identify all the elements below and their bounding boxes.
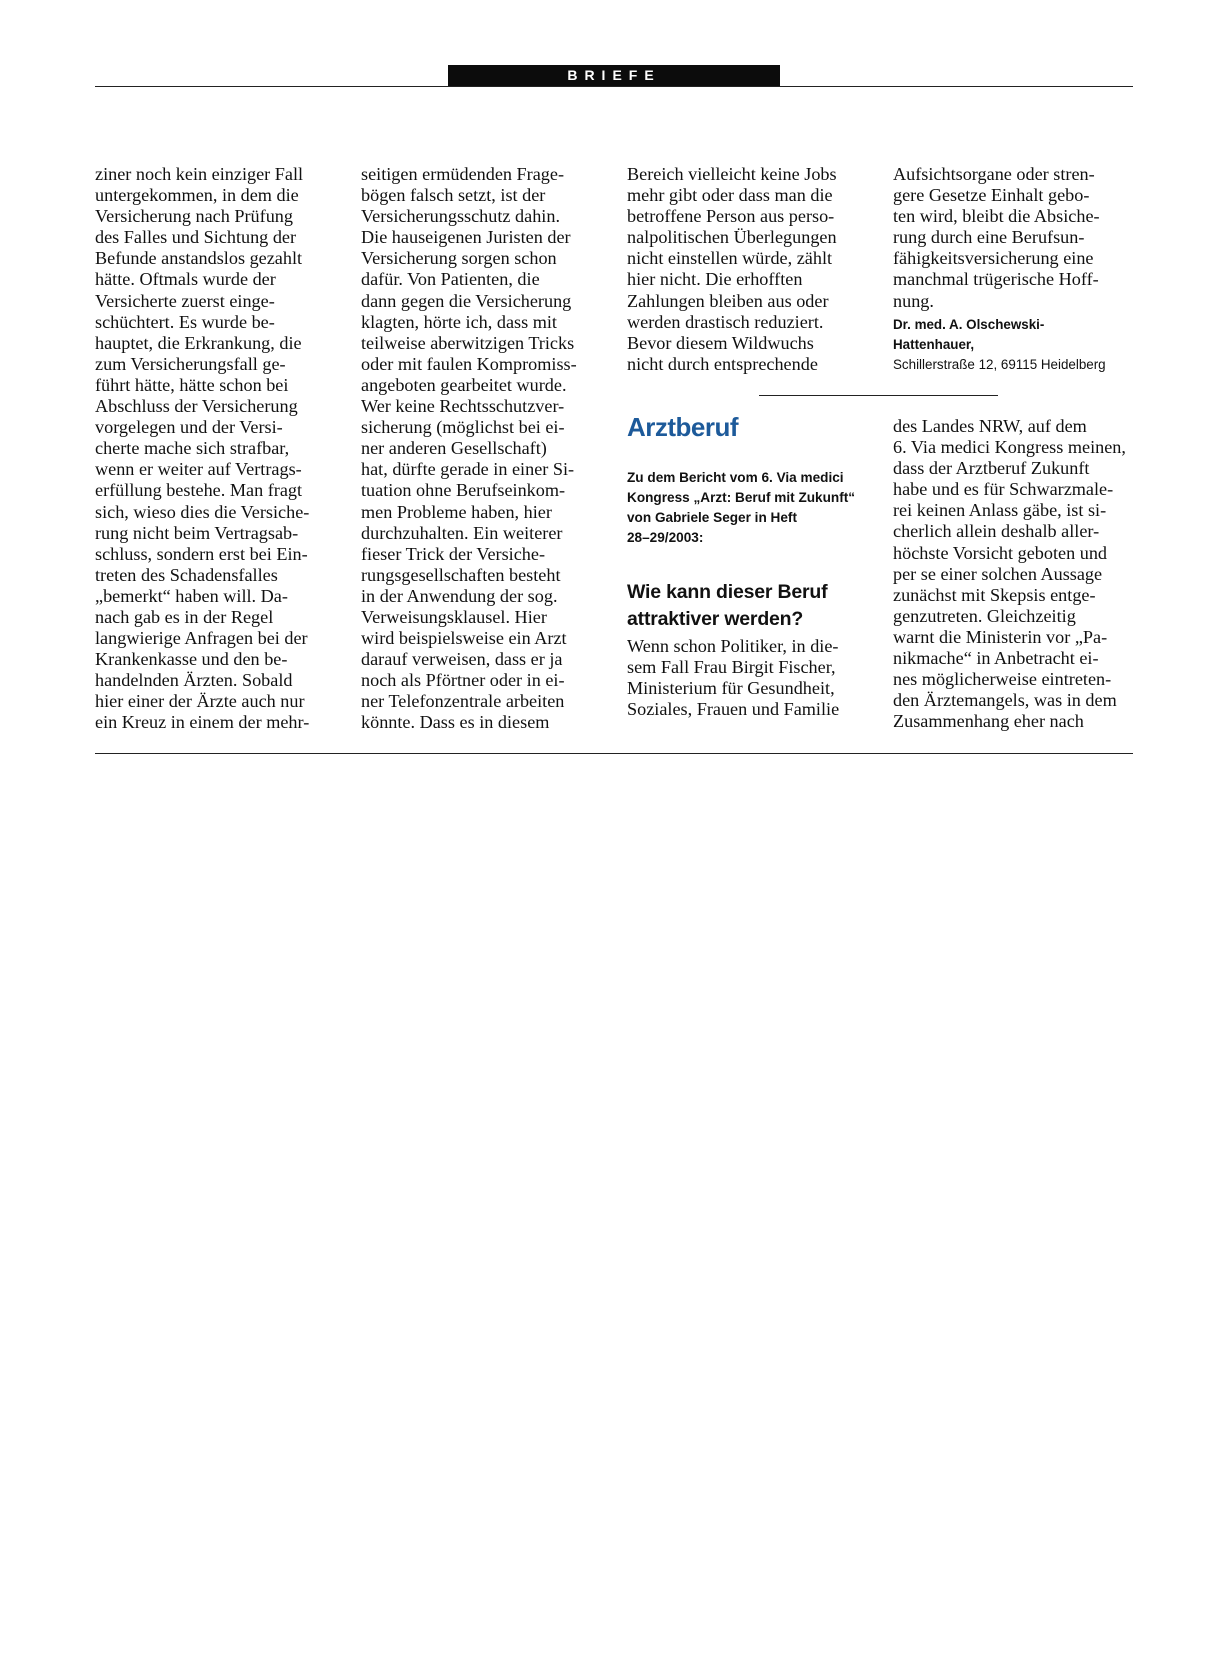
text-line: den Ärztemangels, was in dem: [893, 690, 1117, 711]
text-line: darauf verweisen, dass er ja: [361, 649, 563, 670]
text-line: hätte. Oftmals wurde der: [95, 269, 276, 290]
text-line: Zu dem Bericht vom 6. Via medici: [627, 470, 844, 485]
text-line: hauptet, die Erkrankung, die: [95, 332, 302, 353]
text-line: nalpolitischen Überlegungen: [627, 227, 837, 248]
text-line: nes möglicherweise eintreten-: [893, 669, 1112, 690]
text-line: von Gabriele Seger in Heft: [627, 510, 797, 525]
text-line: teilweise aberwitzigen Tricks: [361, 332, 575, 353]
text-line: habe und es für Schwarzmale-: [893, 479, 1114, 500]
text-line: wenn er weiter auf Vertrags-: [95, 459, 302, 480]
text-line: klagten, hörte ich, dass mit: [361, 311, 557, 332]
text-line: zunächst mit Skepsis entge-: [893, 584, 1096, 605]
text-line: zum Versicherungsfall ge-: [95, 353, 286, 374]
text-line: ner anderen Gesellschaft): [361, 438, 547, 459]
text-line: 28–29/2003:: [627, 530, 704, 545]
text-line: gere Gesetze Einhalt gebo-: [893, 185, 1090, 206]
text-line: nung.: [893, 290, 934, 311]
text-line: Soziales, Frauen und Familie: [627, 699, 840, 720]
text-line: mehr gibt oder dass man die: [627, 185, 833, 206]
text-line: des Falles und Sichtung der: [95, 227, 297, 248]
text-line: manchmal trügerische Hoff-: [893, 269, 1099, 290]
rubric-title: Arztberuf: [627, 412, 739, 442]
text-line: schüchtert. Es wurde be-: [95, 311, 275, 332]
text-line: Bereich vielleicht keine Jobs: [627, 164, 837, 184]
text-column-4-top: [893, 164, 1137, 312]
text-line: attraktiver werden?: [627, 608, 804, 630]
text-line: Versicherungsschutz dahin.: [361, 206, 560, 227]
letter-signature: [893, 315, 1106, 375]
reference-intro: [627, 468, 867, 548]
signature-address: Schillerstraße 12, 69115 Heidelberg: [893, 357, 1106, 372]
text-line: hier einer der Ärzte auch nur: [95, 691, 305, 712]
text-line: nikmache“ in Anbetracht ei-: [893, 648, 1099, 669]
text-line: Kongress „Arzt: Beruf mit Zukunft“: [627, 490, 856, 505]
text-column-1: [95, 164, 339, 734]
text-line: werden drastisch reduziert.: [627, 311, 824, 332]
text-line: Ministerium für Gesundheit,: [627, 678, 835, 699]
text-line: langwierige Anfragen bei der: [95, 628, 308, 649]
text-column-3-top: [627, 164, 871, 375]
text-line: Versicherung nach Prüfung: [95, 206, 293, 227]
text-line: cherlich allein deshalb aller-: [893, 521, 1100, 542]
text-line: höchste Vorsicht geboten und: [893, 542, 1108, 563]
text-line: Krankenkasse und den be-: [95, 649, 288, 670]
text-line: rung nicht beim Vertragsab-: [95, 522, 299, 543]
text-line: dafür. Von Patienten, die: [361, 269, 540, 290]
bottom-rule: [95, 753, 1133, 754]
text-line: Wer keine Rechtsschutzver-: [361, 396, 565, 417]
letter-divider: [759, 395, 998, 396]
text-line: noch als Pförtner oder in ei-: [361, 670, 565, 691]
text-line: Versicherung sorgen schon: [361, 248, 557, 269]
signature-name-line1: Dr. med. A. Olschewski-: [893, 317, 1045, 332]
text-line: Zahlungen bleiben aus oder: [627, 290, 829, 311]
text-line: rung durch eine Berufsun-: [893, 227, 1085, 248]
text-line: oder mit faulen Kompromiss-: [361, 353, 577, 374]
text-line: sem Fall Frau Birgit Fischer,: [627, 657, 836, 678]
text-line: Bevor diesem Wildwuchs: [627, 332, 814, 353]
text-line: Versicherte zuerst einge-: [95, 290, 275, 311]
text-line: ziner noch kein einziger Fall: [95, 164, 304, 184]
text-line: Die hauseigenen Juristen der: [361, 227, 571, 248]
text-line: handelnden Ärzten. Sobald: [95, 670, 293, 691]
text-line: ner Telefonzentrale arbeiten: [361, 691, 565, 712]
text-line: betroffene Person aus perso-: [627, 206, 835, 227]
text-line: ten wird, bleibt die Absiche-: [893, 206, 1100, 227]
text-line: erfüllung bestehe. Man fragt: [95, 480, 303, 501]
section-tag: BRIEFE: [448, 65, 780, 86]
text-line: rei keinen Anlass gäbe, ist si-: [893, 500, 1107, 521]
text-line: Aufsichtsorgane oder stren-: [893, 164, 1095, 184]
text-line: warnt die Ministerin vor „Pa-: [893, 626, 1108, 647]
text-line: fähigkeitsversicherung eine: [893, 248, 1094, 269]
text-line: vorgelegen und der Versi-: [95, 417, 283, 438]
text-line: per se einer solchen Aussage: [893, 563, 1103, 584]
text-line: angeboten gearbeitet wurde.: [361, 374, 567, 395]
text-line: führt hätte, hätte schon bei: [95, 374, 289, 395]
text-line: 6. Via medici Kongress meinen,: [893, 437, 1126, 458]
text-column-2: [361, 164, 605, 734]
text-line: tuation ohne Berufseinkom-: [361, 480, 566, 501]
text-line: Zusammenhang eher nach: [893, 711, 1084, 732]
text-line: seitigen ermüdenden Frage-: [361, 164, 565, 184]
text-line: ein Kreuz in einem der mehr-: [95, 712, 310, 733]
text-line: rungsgesellschaften besteht: [361, 564, 561, 585]
text-line: Wenn schon Politiker, in die-: [627, 636, 839, 656]
text-line: dann gegen die Versicherung: [361, 290, 572, 311]
text-line: „bemerkt“ haben will. Da-: [95, 585, 288, 606]
text-line: hat, dürfte gerade in einer Si-: [361, 459, 575, 480]
text-line: in der Anwendung der sog.: [361, 585, 558, 606]
text-line: sicherung (möglichst bei ei-: [361, 417, 565, 438]
text-line: wird beispielsweise ein Arzt: [361, 628, 567, 649]
text-line: cherte mache sich strafbar,: [95, 438, 290, 459]
text-line: men Probleme haben, hier: [361, 501, 552, 522]
text-line: durchzuhalten. Ein weiterer: [361, 522, 563, 543]
signature-name-line2: Hattenhauer,: [893, 337, 975, 352]
text-line: nicht einstellen würde, zählt: [627, 248, 833, 269]
text-line: des Landes NRW, auf dem: [893, 416, 1087, 436]
text-line: könnte. Dass es in diesem: [361, 712, 550, 733]
text-line: treten des Schadensfalles: [95, 564, 278, 585]
text-line: bögen falsch setzt, ist der: [361, 185, 546, 206]
text-line: untergekommen, in dem die: [95, 185, 299, 206]
letter-headline: [627, 579, 867, 633]
text-line: schluss, sondern erst bei Ein-: [95, 543, 308, 564]
text-column-3-bottom: [627, 636, 871, 720]
text-line: nicht durch entsprechende: [627, 353, 818, 374]
text-line: sich, wieso dies die Versiche-: [95, 501, 310, 522]
text-line: dass der Arztberuf Zukunft: [893, 458, 1090, 479]
text-line: nach gab es in der Regel: [95, 606, 274, 627]
text-line: hier nicht. Die erhofften: [627, 269, 803, 290]
text-line: Abschluss der Versicherung: [95, 396, 298, 417]
text-line: Wie kann dieser Beruf: [627, 581, 828, 603]
text-column-4-bottom: [893, 416, 1137, 732]
text-line: genzutreten. Gleichzeitig: [893, 605, 1076, 626]
text-line: Befunde anstandslos gezahlt: [95, 248, 303, 269]
text-line: Verweisungsklausel. Hier: [361, 606, 547, 627]
text-line: fieser Trick der Versiche-: [361, 543, 546, 564]
header-rule: [95, 86, 1133, 87]
